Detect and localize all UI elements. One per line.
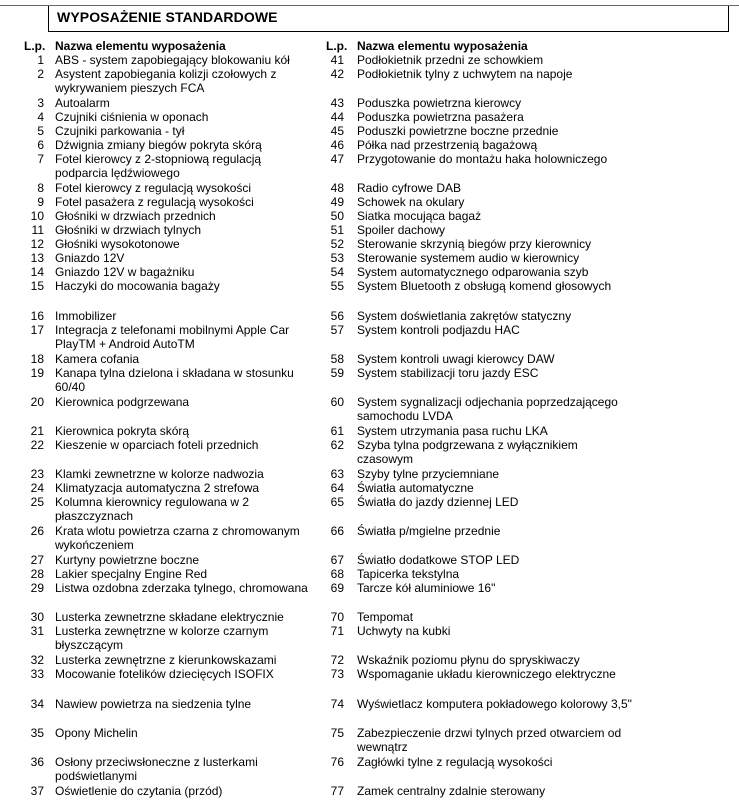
item-name: Kolumna kierownicy regulowana w 2 płaszczyznach <box>55 495 250 523</box>
item-name: Listwa ozdobna zderzaka tylnego, chromowana <box>55 581 308 595</box>
item-name: Lusterka zewnetrzne składane elektrycznie <box>55 610 284 624</box>
item-number: 10 <box>30 209 44 223</box>
item-number: 22 <box>30 438 44 452</box>
item-name: ABS - system zapobiegający blokowaniu kół <box>55 53 290 67</box>
item-number: 36 <box>30 755 44 769</box>
name-header: Nazwa elementu wyposażenia <box>357 39 528 53</box>
item-name: Asystent zapobiegania kolizji czołowych z wykrywaniem pieszych FCA <box>55 67 277 95</box>
item-number: 61 <box>330 424 344 438</box>
item-number: 8 <box>37 181 44 195</box>
item-name: Krata wlotu powietrza czarna z chromowanym wykończeniem <box>55 524 300 552</box>
item-number: 67 <box>330 553 344 567</box>
item-number: 12 <box>30 237 44 251</box>
item-number: 50 <box>330 209 344 223</box>
item-name: Immobilizer <box>55 309 117 323</box>
item-number: 59 <box>330 366 344 380</box>
item-number: 2 <box>37 67 44 81</box>
item-number: 7 <box>37 152 44 166</box>
item-number: 43 <box>330 96 344 110</box>
item-number: 17 <box>30 323 44 337</box>
item-number: 66 <box>330 524 344 538</box>
item-name: Mocowanie fotelików dziecięcych ISOFIX <box>55 667 274 681</box>
item-number: 69 <box>330 581 344 595</box>
item-name: Szyby tylne przyciemniane <box>357 467 500 481</box>
item-name: Fotel kierowcy z 2-stopniową regulacją podparcia lędźwiowego <box>55 152 262 180</box>
item-number: 70 <box>330 610 344 624</box>
item-number: 16 <box>30 309 44 323</box>
item-number: 47 <box>330 152 344 166</box>
item-number: 46 <box>330 138 344 152</box>
item-number: 23 <box>30 467 44 481</box>
item-number: 41 <box>330 53 344 67</box>
lp-header: L.p. <box>24 39 46 53</box>
page-title: WYPOSAŻENIE STANDARDOWE <box>57 9 278 25</box>
item-name: Światła p/mgielne przednie <box>357 524 501 538</box>
item-name: System automatycznego odparowania szyb <box>357 265 589 279</box>
item-number: 60 <box>330 395 344 409</box>
item-name: Klamki zewnetrzne w kolorze nadwozia <box>55 467 264 481</box>
item-name: Tempomat <box>357 610 414 624</box>
item-number: 25 <box>30 495 44 509</box>
item-name: Poduszka powietrzna pasażera <box>357 110 524 124</box>
item-name: Półka nad przestrzenią bagażową <box>357 138 538 152</box>
item-name: System utrzymania pasa ruchu LKA <box>357 424 548 438</box>
item-name: Nawiew powietrza na siedzenia tylne <box>55 697 252 711</box>
item-name: Tapicerka tekstylna <box>357 567 460 581</box>
item-name: System doświetlania zakrętów statyczny <box>357 309 572 323</box>
item-name: Tarcze kół aluminiowe 16" <box>357 581 496 595</box>
item-number: 1 <box>37 53 44 67</box>
item-number: 65 <box>330 495 344 509</box>
item-name: Głośniki w drzwiach przednich <box>55 209 216 223</box>
item-number: 42 <box>330 67 344 81</box>
item-name: Głośniki w drzwiach tylnych <box>55 223 202 237</box>
item-number: 6 <box>37 138 44 152</box>
item-number: 9 <box>37 195 44 209</box>
item-number: 71 <box>330 624 344 638</box>
item-name: Sterowanie skrzynią biegów przy kierownicy <box>357 237 592 251</box>
item-name: Gniazdo 12V <box>55 251 125 265</box>
item-number: 58 <box>330 352 344 366</box>
item-number: 74 <box>330 697 344 711</box>
item-name: Siatka mocująca bagaż <box>357 209 482 223</box>
item-number: 3 <box>37 96 44 110</box>
item-number: 37 <box>30 784 44 798</box>
item-name: Uchwyty na kubki <box>357 624 451 638</box>
item-number: 54 <box>330 265 344 279</box>
right-column-header <box>326 39 666 53</box>
item-number: 15 <box>30 279 44 293</box>
item-number: 24 <box>30 481 44 495</box>
item-number: 51 <box>330 223 344 237</box>
item-name: Klimatyzacja automatyczna 2 strefowa <box>55 481 260 495</box>
item-name: Wspomaganie układu kierowniczego elektryczne <box>357 667 616 681</box>
item-name: System sygnalizacji odjechania poprzedzającego samochodu LVDA <box>357 395 618 423</box>
item-number: 11 <box>31 223 44 237</box>
item-number: 73 <box>330 667 344 681</box>
item-name: Spoiler dachowy <box>357 223 446 237</box>
item-number: 53 <box>330 251 344 265</box>
item-number: 48 <box>330 181 344 195</box>
item-number: 62 <box>330 438 344 452</box>
item-name: Autoalarm <box>55 96 110 110</box>
item-name: Czujniki ciśnienia w oponach <box>55 110 209 124</box>
item-number: 55 <box>330 279 344 293</box>
item-name: Integracja z telefonami mobilnymi Apple Car PlayTM + Android AutoTM <box>55 323 290 351</box>
item-name: System Bluetooth z obsługą komend głosowych <box>357 279 612 293</box>
right-column <box>326 39 666 798</box>
item-name: Czujniki parkowania - tył <box>55 124 185 138</box>
item-name: Lusterka zewnętrzne w kolorze czarnym błyszczącym <box>55 624 269 652</box>
item-number: 18 <box>30 352 44 366</box>
item-name: Wskaźnik poziomu płynu do spryskiwaczy <box>357 653 580 667</box>
item-number: 45 <box>330 124 344 138</box>
item-name: Światła do jazdy dziennej LED <box>357 495 519 509</box>
item-number: 29 <box>30 581 44 595</box>
item-name: System kontroli uwagi kierowcy DAW <box>357 352 555 366</box>
item-number: 26 <box>30 524 44 538</box>
item-number: 72 <box>330 653 344 667</box>
item-name: Osłony przeciwsłoneczne z lusterkami podświetlanymi <box>55 755 258 783</box>
item-number: 31 <box>30 624 44 638</box>
item-number: 64 <box>330 481 344 495</box>
item-name: Fotel pasażera z regulacją wysokości <box>55 195 254 209</box>
item-name: Kierownica podgrzewana <box>55 395 190 409</box>
item-number: 33 <box>30 667 44 681</box>
item-name: Fotel kierowcy z regulacją wysokości <box>55 181 252 195</box>
item-number: 14 <box>30 265 44 279</box>
item-name: Szyba tylna podgrzewana z wyłącznikiem czasowym <box>357 438 578 466</box>
item-name: Zagłówki tylne z regulacją wysokości <box>357 755 553 769</box>
item-number: 20 <box>30 395 44 409</box>
item-name: Światło dodatkowe STOP LED <box>357 553 520 567</box>
item-name: Poduszka powietrzna kierowcy <box>357 96 522 110</box>
left-column-header <box>24 39 364 53</box>
item-number: 4 <box>37 110 44 124</box>
item-name: Gniazdo 12V w bagażniku <box>55 265 195 279</box>
item-name: Poduszki powietrzne boczne przednie <box>357 124 559 138</box>
item-name: Sterowanie systemem audio w kierownicy <box>357 251 580 265</box>
item-name: Oświetlenie do czytania (przód) <box>55 784 223 798</box>
item-name: Podłokietnik tylny z uchwytem na napoje <box>357 67 573 81</box>
item-number: 63 <box>330 467 344 481</box>
item-name: Kanapa tylna dzielona i składana w stosunku 60/40 <box>55 366 294 394</box>
item-number: 19 <box>30 366 44 380</box>
item-name: Lakier specjalny Engine Red <box>55 567 208 581</box>
item-number: 49 <box>330 195 344 209</box>
item-number: 57 <box>330 323 344 337</box>
item-number: 34 <box>30 697 44 711</box>
item-name: Głośniki wysokotonowe <box>55 237 180 251</box>
item-name: Kieszenie w oparciach foteli przednich <box>55 438 259 452</box>
item-number: 35 <box>30 726 44 740</box>
item-name: Przygotowanie do montażu haka holowniczego <box>357 152 608 166</box>
item-name: Radio cyfrowe DAB <box>357 181 462 195</box>
item-number: 77 <box>330 784 344 798</box>
item-name: Zabezpieczenie drzwi tylnych przed otwarciem od wewnątrz <box>357 726 622 754</box>
item-number: 30 <box>30 610 44 624</box>
item-number: 76 <box>330 755 344 769</box>
item-number: 21 <box>30 424 44 438</box>
item-name: Lusterka zewnętrzne z kierunkowskazami <box>55 653 277 667</box>
item-name: Haczyki do mocowania bagaży <box>55 279 220 293</box>
item-number: 28 <box>30 567 44 581</box>
item-name: Kamera cofania <box>55 352 140 366</box>
item-name: Zamek centralny zdalnie sterowany <box>357 784 546 798</box>
item-name: Opony Michelin <box>55 726 138 740</box>
item-number: 32 <box>30 653 44 667</box>
item-name: Schowek na okulary <box>357 195 465 209</box>
lp-header: L.p. <box>326 39 348 53</box>
item-name: System stabilizacji toru jazdy ESC <box>357 366 539 380</box>
item-name: Wyświetlacz komputera pokładowego kolorowy 3,5" <box>357 697 632 711</box>
item-name: System kontroli podjazdu HAC <box>357 323 520 337</box>
item-number: 56 <box>330 309 344 323</box>
item-number: 27 <box>30 553 44 567</box>
item-number: 52 <box>330 237 344 251</box>
name-header: Nazwa elementu wyposażenia <box>55 39 226 53</box>
item-name: Podłokietnik przedni ze schowkiem <box>357 53 544 67</box>
item-number: 44 <box>330 110 344 124</box>
item-number: 5 <box>37 124 44 138</box>
item-number: 13 <box>30 251 44 265</box>
item-name: Dźwignia zmiany biegów pokryta skórą <box>55 138 262 152</box>
item-name: Kurtyny powietrzne boczne <box>55 553 200 567</box>
item-name: Kierownica pokryta skórą <box>55 424 190 438</box>
item-number: 68 <box>330 567 344 581</box>
item-name: Światła automatyczne <box>357 481 474 495</box>
title-box <box>48 6 729 32</box>
item-number: 75 <box>330 726 344 740</box>
